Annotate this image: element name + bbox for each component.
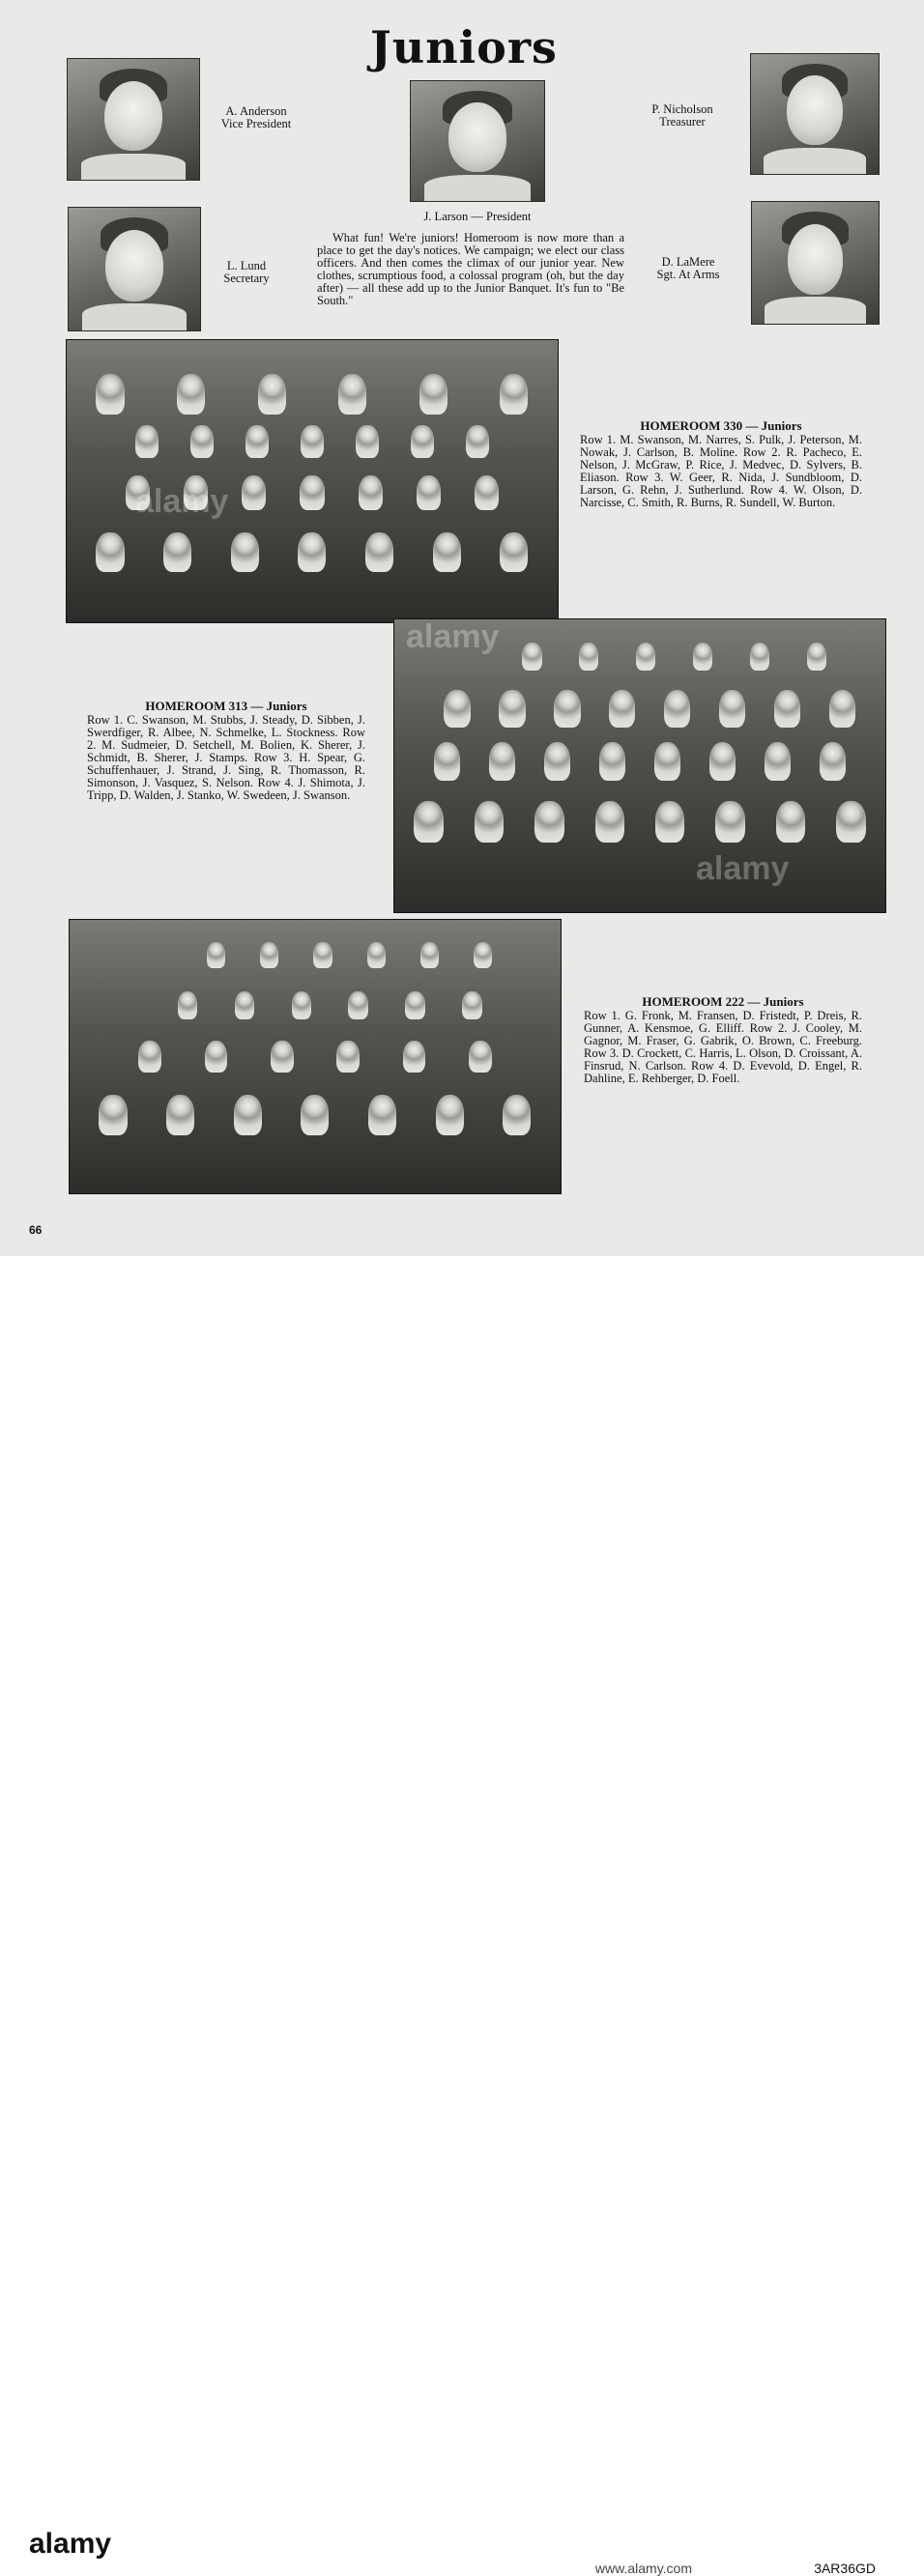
homeroom-names: Row 1. C. Swanson, M. Stubbs, J. Steady, D. Sibben, J. Swerdfiger, R. Albee, N. Schmelke, L. Stockness. Row 2. M. Sudmeier, D. Setchell, M. Bolien, K. Sherer, J. Schmidt, B. Sherer, J. Stamps. Row 3. H. Spear, G. Schuffenhauer, J. Strand, J. Sing, R. Thomasson, R. Simonson, J. Vasquez, S. Nelson. Row 4. J. Shimota, J. Tripp, D. Walden, J. Stanko, W. Swedeen, J. Swanson. xyxy=(87,713,365,802)
homeroom-names: Row 1. M. Swanson, M. Narres, S. Pulk, J. Peterson, M. Nowak, J. Carlson, B. Moline. Row 2. R. Pacheco, E. Nelson, J. McGraw, P. Rice, J. Medvec, D. Sylvers, B. Eliason. Row 3. W. Geer, R. Nida, J. Sundbloom, D. Larson, G. Rehn, J. Sutherlund. Row 4. W. Olson, D. Narcisse, C. Smith, R. Burns, R. Sundell, W. Burton. xyxy=(580,433,862,509)
group-photo-homeroom-222 xyxy=(69,919,562,1194)
caption-sgt-at-arms xyxy=(630,256,746,281)
officer-role: Secretary xyxy=(223,272,270,285)
homeroom-222-caption xyxy=(584,995,862,1085)
stock-image-id: 3AR36GD xyxy=(814,2561,876,2576)
portrait-treasurer xyxy=(750,53,880,175)
homeroom-names: Row 1. G. Fronk, M. Fransen, D. Fristedt, P. Dreis, R. Gunner, A. Kensmoe, G. Elliff. Row 2. J. Cooley, M. Gagnor, M. Fraser, G. Gabrik, O. Brown, C. Freeburg. Row 3. D. Crockett, C. Harris, L. Olson, D. Croissant, A. Finsrud, N. Carlson. Row 4. D. Evevold, D. Engel, R. Dahline, E. Rehberger, D. Foell. xyxy=(584,1009,862,1085)
officer-name: L. Lund xyxy=(226,259,267,272)
officer-role: Treasurer xyxy=(659,115,706,129)
caption-treasurer xyxy=(628,103,736,129)
group-photo-homeroom-330 xyxy=(66,339,559,623)
officer-role: Sgt. At Arms xyxy=(656,268,720,281)
watermark-overlay: alamy xyxy=(406,618,500,655)
stock-url: www.alamy.com xyxy=(594,2561,692,2576)
portrait-president xyxy=(410,80,545,202)
homeroom-330-caption xyxy=(580,419,862,509)
officer-name: D. LaMere xyxy=(661,255,715,269)
intro-paragraph: What fun! We're juniors! Homeroom is now more than a place to get the day's notices. We campaign; we elect our class officers. And then comes the climax of our junior year. New clothes, scrumptious food, a colossal program (oh, but the day after) — all these add up to the Junior Banquet. It's fun to "Be South." xyxy=(317,231,624,307)
group-photo-homeroom-313 xyxy=(393,618,886,913)
page-number: 66 xyxy=(29,1223,43,1237)
homeroom-title: HOMEROOM 330 — Juniors xyxy=(640,418,802,433)
watermark-overlay: alamy xyxy=(135,483,229,520)
stock-watermark-footer xyxy=(0,1256,924,2576)
watermark-overlay: alamy xyxy=(696,850,790,887)
caption-vice-president xyxy=(203,105,309,130)
officer-name: A. Anderson xyxy=(225,104,287,118)
officer-name: P. Nicholson xyxy=(651,102,713,116)
caption-secretary xyxy=(198,260,295,285)
portrait-vice-president xyxy=(67,58,200,181)
page-title: Juniors xyxy=(370,21,558,73)
portrait-secretary xyxy=(68,207,201,331)
officer-role: Vice President xyxy=(220,117,292,130)
stock-brand-logo: alamy xyxy=(29,2528,112,2560)
homeroom-313-caption xyxy=(87,700,365,802)
homeroom-title: HOMEROOM 222 — Juniors xyxy=(642,994,804,1009)
portrait-sgt-at-arms xyxy=(751,201,880,325)
yearbook-page xyxy=(0,0,924,1256)
homeroom-title: HOMEROOM 313 — Juniors xyxy=(145,699,307,713)
caption-president: J. Larson — President xyxy=(423,210,532,223)
